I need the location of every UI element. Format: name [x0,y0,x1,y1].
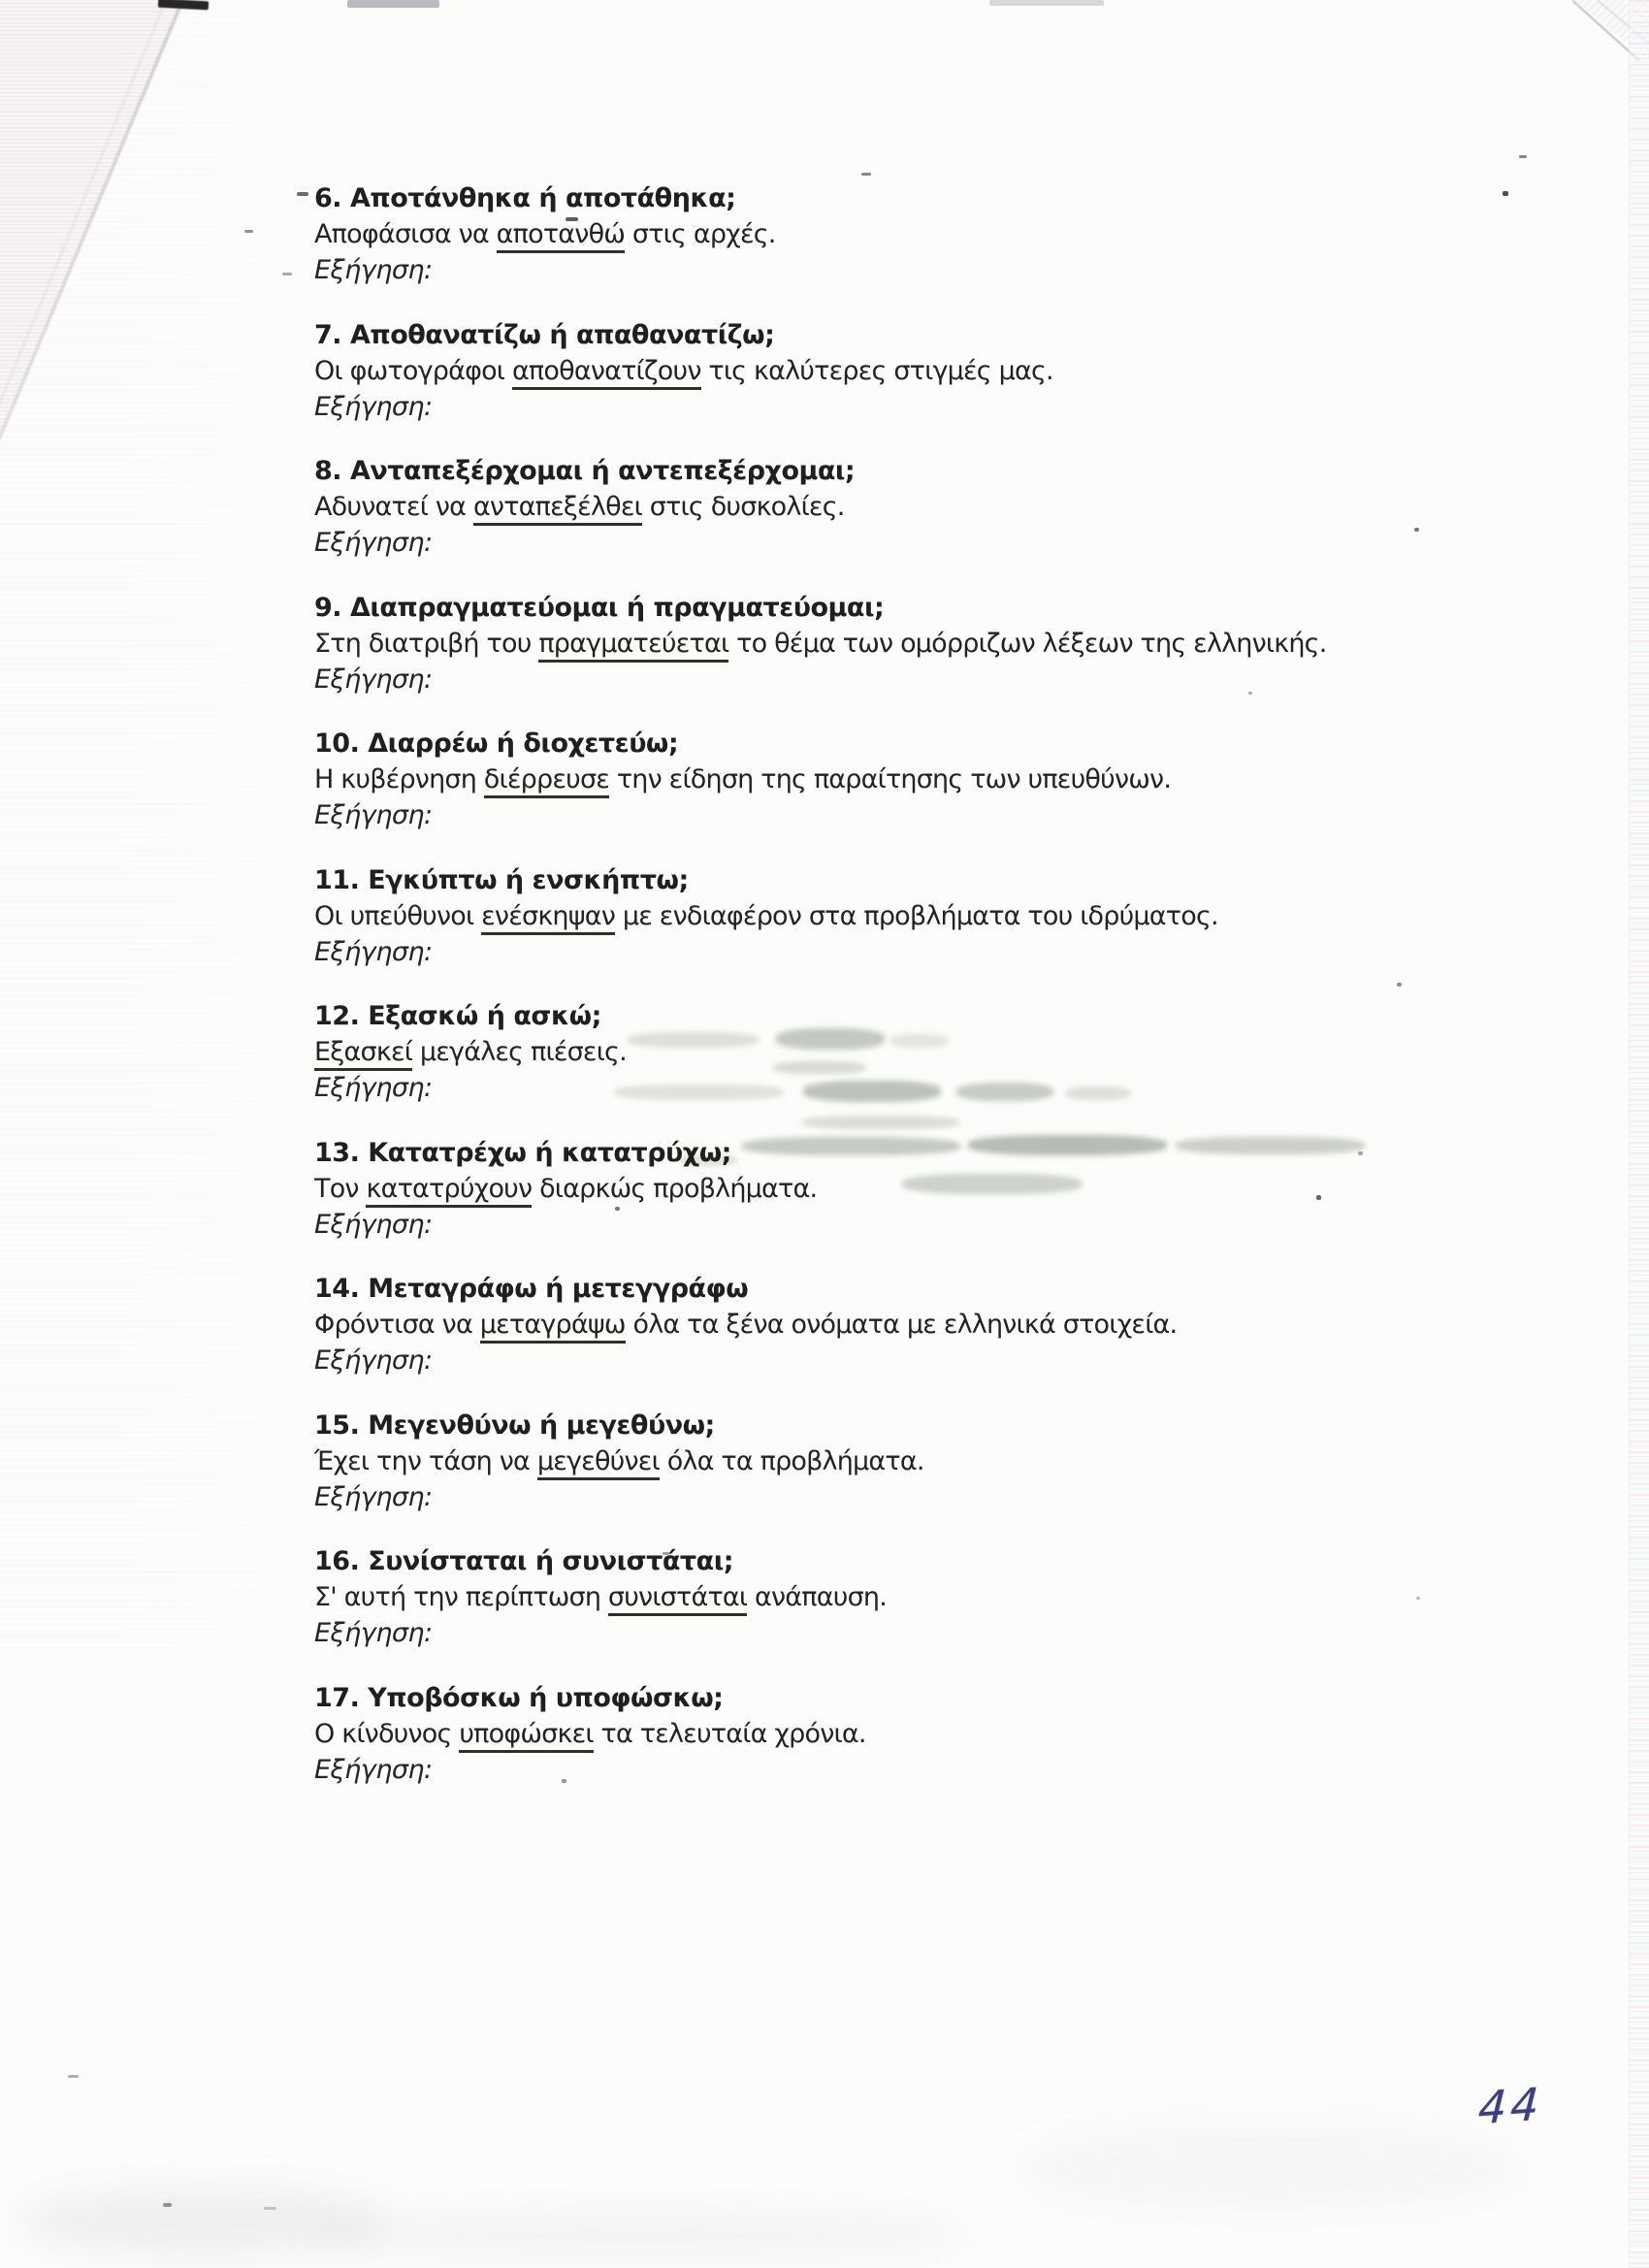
explanation-label-text: Εξήγηση: [314,664,433,695]
stray-mark [1414,528,1419,532]
item-example-sentence [314,626,1327,662]
item-example-sentence [314,489,855,525]
item-example-sentence [314,1034,627,1070]
item-heading [314,590,1327,626]
explanation-label-text: Εξήγηση: [314,1755,433,1785]
item-example-sentence [314,898,1218,934]
item-heading-text: 10. Διαρρέω ή διοχετεύω; [314,729,679,759]
bleedthrough-smudge [956,1083,1053,1101]
item-heading [314,1271,1177,1307]
item-heading [314,726,1171,761]
sentence-text: Οι φωτογράφοι [314,356,512,386]
explanation-label [314,525,855,561]
sentence-text: Ο κίνδυνος [314,1719,460,1749]
sentence-text: μεγάλες πιέσεις. [412,1037,627,1067]
explanation-label [314,252,776,288]
scan-shadow [310,2212,970,2258]
stray-mark [1416,1597,1420,1600]
bleedthrough-smudge [968,1135,1167,1155]
explanation-label-text: Εξήγηση: [314,392,433,422]
explanation-label [314,1070,627,1106]
item-heading [314,317,1053,353]
exercise-item [314,317,1053,425]
item-heading-text: 14. Μεταγράφω ή μετεγγράφω [314,1274,749,1304]
exercise-item [314,590,1327,697]
bleedthrough-smudge [803,1081,941,1102]
bleedthrough-smudge [890,1034,949,1048]
explanation-label [314,1752,866,1788]
explanation-label [314,1343,1177,1378]
explanation-label-text: Εξήγηση: [314,800,433,830]
underlined-word: πραγματεύεται [538,629,728,663]
handwritten-page-number: 44 [1476,2077,1544,2135]
sentence-text: στις δυσκολίες. [642,492,845,522]
sentence-text: διαρκώς προβλήματα. [532,1174,818,1204]
explanation-label [314,1615,887,1651]
item-heading-text: 11. Εγκύπτω ή ενσκήπτω; [314,865,689,895]
exercise-item [314,453,855,561]
item-heading [314,453,855,489]
item-heading-text: 16. Συνίσταται ή συνιστάται; [314,1546,734,1576]
item-heading [314,180,776,216]
item-example-sentence [314,1171,817,1207]
explanation-label [314,1479,924,1515]
sentence-text: όλα τα προβλήματα. [659,1446,924,1476]
item-example-sentence [314,1443,924,1479]
sentence-text: τα τελευταία χρόνια. [593,1719,866,1749]
item-heading [314,1408,924,1443]
stray-mark [282,273,292,275]
underlined-word: μεταγράψω [480,1310,626,1344]
stray-mark [1358,1151,1363,1155]
sentence-text: Σ' αυτή την περίπτωση [314,1582,608,1612]
sentence-text: Φρόντισα να [314,1310,480,1340]
stray-mark [1519,155,1527,158]
item-example-sentence [314,761,1171,797]
underlined-word: αποτανθώ [497,219,625,253]
item-heading [314,1543,887,1579]
stray-mark [244,230,253,233]
scan-edge-stripe [1629,0,1649,2268]
exercise-item [314,1135,817,1243]
underlined-word: ενέσκηψαν [481,901,615,935]
scan-shadow [19,2187,388,2255]
stray-mark [1316,1195,1321,1200]
item-heading-text: 9. Διαπραγματεύομαι ή πραγματεύομαι; [314,593,885,623]
item-heading-text: 17. Υποβόσκω ή υποφώσκω; [314,1683,724,1713]
explanation-label [314,662,1327,697]
stray-mark [861,173,871,176]
item-example-sentence [314,1307,1177,1343]
sentence-text: Οι υπεύθυνοι [314,901,482,931]
exercise-item [314,1680,866,1788]
scan-mark [989,0,1104,6]
sentence-text: την είδηση της παραίτησης των υπευθύνων. [609,764,1172,794]
item-heading [314,862,1218,898]
stray-mark [297,192,308,196]
underlined-word: συνιστάται [608,1582,747,1616]
underlined-word: αποθανατίζουν [512,356,701,390]
underlined-word: κατατρύχουν [366,1174,532,1208]
underlined-word: μεγεθύνει [537,1446,660,1480]
explanation-label-text: Εξήγηση: [314,255,433,285]
exercise-item [314,180,776,288]
stray-mark [1503,191,1508,196]
stray-mark [68,2075,79,2078]
bleedthrough-smudge [776,1028,885,1050]
item-heading-text: 6. Αποτάνθηκα ή αποτάθηκα; [314,183,736,213]
item-example-sentence [314,216,776,252]
scan-mark [347,0,439,8]
explanation-label [314,1207,817,1243]
item-heading-text: 12. Εξασκώ ή ασκώ; [314,1001,601,1031]
explanation-label-text: Εξήγηση: [314,528,433,558]
item-heading-text: 13. Κατατρέχω ή κατατρύχω; [314,1138,731,1168]
item-heading-text: 7. Αποθανατίζω ή απαθανατίζω; [314,320,775,350]
explanation-label [314,934,1218,970]
explanation-label-text: Εξήγηση: [314,1073,433,1103]
sentence-text: Έχει την τάση να [314,1446,537,1476]
exercise-item [314,1408,924,1515]
explanation-label-text: Εξήγηση: [314,1345,433,1376]
item-heading-text: 8. Ανταπεξέρχομαι ή αντεπεξέρχομαι; [314,456,856,486]
bleedthrough-smudge [1176,1137,1365,1154]
exercise-item [314,862,1218,970]
item-heading [314,1680,866,1716]
sentence-text: Αδυνατεί να [314,492,473,522]
item-heading-text: 15. Μεγενθύνω ή μεγεθύνω; [314,1410,715,1441]
explanation-label [314,797,1171,833]
page-fold-top-left [0,0,194,446]
sentence-text: Τον [314,1174,367,1204]
underlined-word: ανταπεξέλθει [473,492,642,526]
bleedthrough-smudge [614,1085,784,1100]
sentence-text: ανάπαυση. [747,1582,887,1612]
item-example-sentence [314,1579,887,1615]
bleedthrough-smudge [628,1032,759,1048]
sentence-text: Αποφάσισα να [314,219,497,249]
item-example-sentence [314,1716,866,1752]
underlined-word: Εξασκεί [314,1037,412,1071]
explanation-label [314,389,1053,425]
exercise-item [314,726,1171,833]
sentence-text: με ενδιαφέρον στα προβλήματα του ιδρύματος. [615,901,1218,931]
bleedthrough-smudge [902,1174,1082,1194]
item-heading [314,998,627,1034]
exercise-item [314,1271,1177,1378]
bleedthrough-smudge [773,1061,866,1074]
explanation-label-text: Εξήγηση: [314,1210,433,1240]
sentence-text: Η κυβέρνηση [314,764,484,794]
exercise-item [314,998,627,1106]
underlined-word: υποφώσκει [459,1719,593,1753]
scan-shadow [1018,2124,1523,2212]
sentence-text: όλα τα ξένα ονόματα με ελληνικά στοιχεία. [625,1310,1178,1340]
sentence-text: στις αρχές. [625,219,776,249]
explanation-label-text: Εξήγηση: [314,1482,433,1512]
sentence-text: το θέμα των ομόρριζων λέξεων της ελληνικής. [728,629,1327,659]
item-example-sentence [314,353,1053,389]
explanation-label-text: Εξήγηση: [314,937,433,967]
item-heading [314,1135,817,1171]
exercise-item [314,1543,887,1651]
bleedthrough-smudge [1065,1086,1131,1100]
sentence-text: Στη διατριβή του [314,629,539,659]
sentence-text: τις καλύτερες στιγμές μας. [700,356,1053,386]
explanation-label-text: Εξήγηση: [314,1618,433,1648]
stray-mark [1397,983,1402,987]
bleedthrough-smudge [802,1116,959,1129]
underlined-word: διέρρευσε [484,764,609,798]
